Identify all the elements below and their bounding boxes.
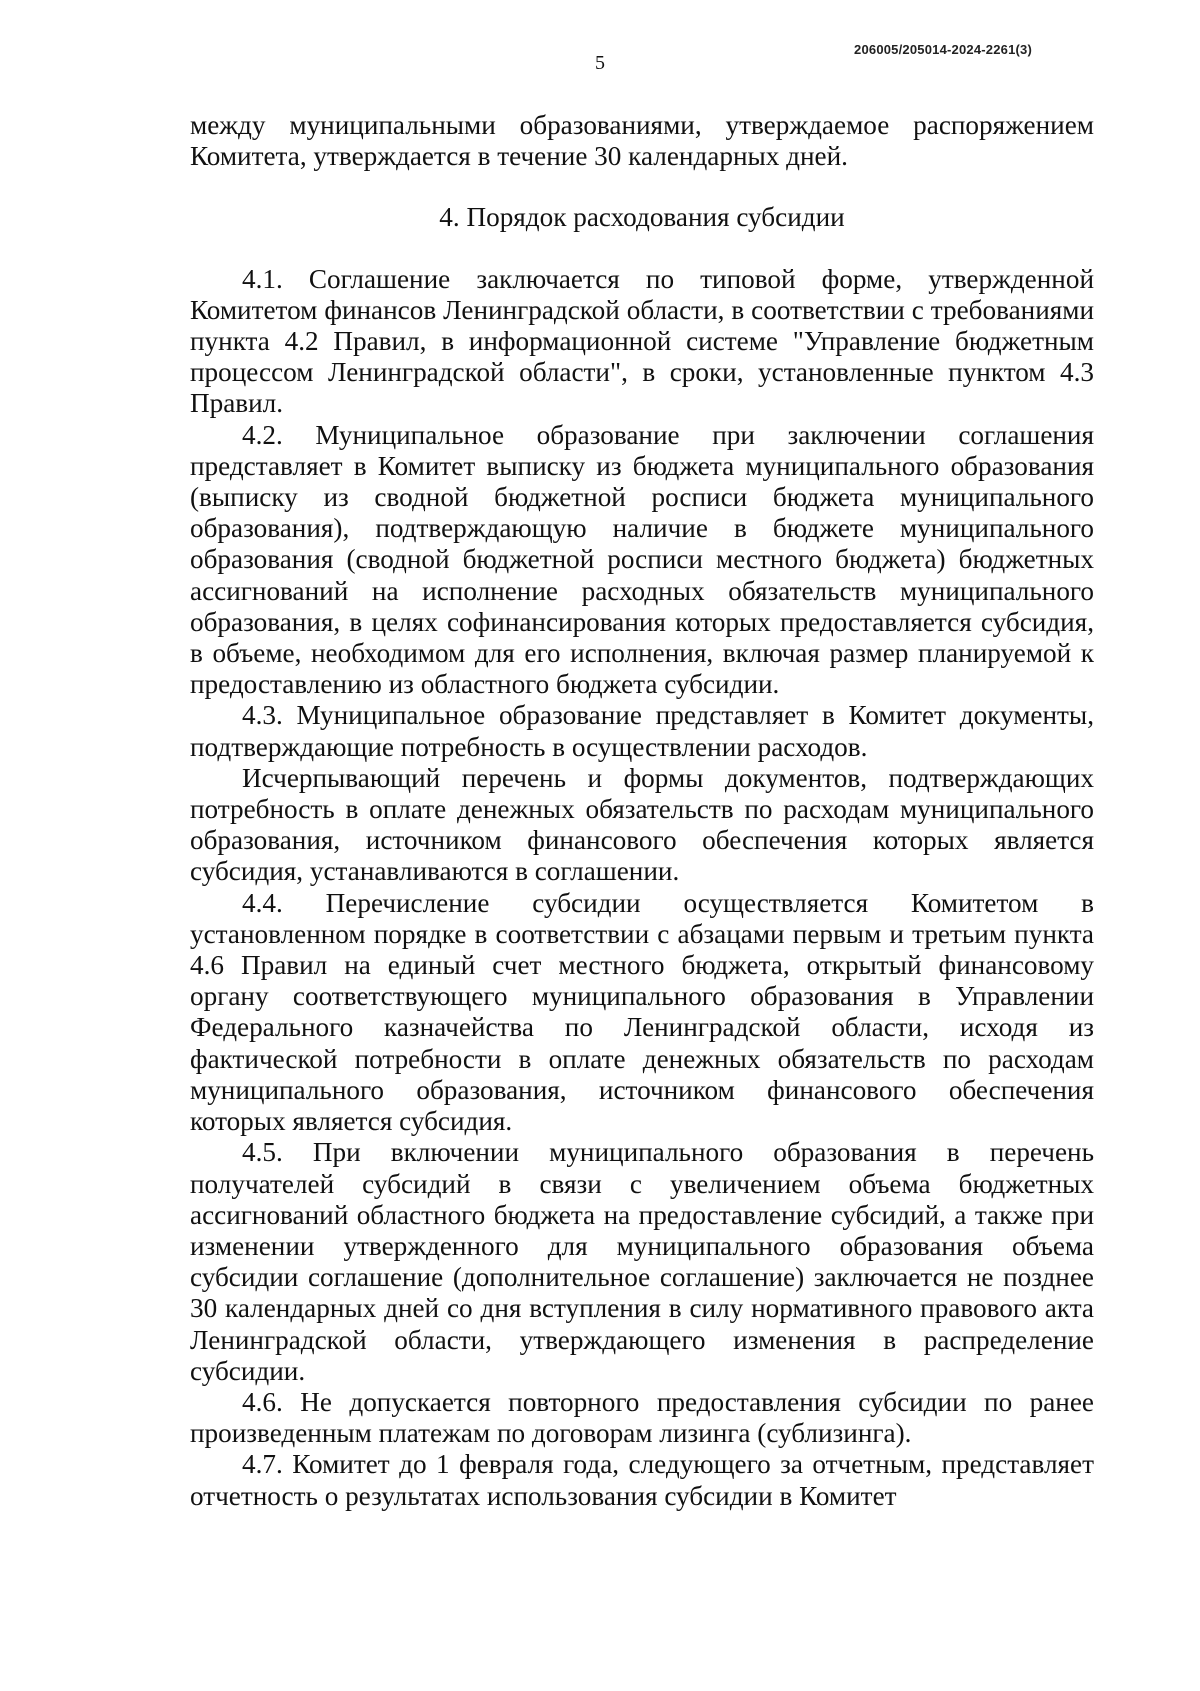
section-title: 4. Порядок расходования субсидии [439, 202, 845, 233]
page-number: 5 [595, 52, 605, 74]
paragraph-4-7: 4.7. Комитет до 1 февраля года, следующего за отчетным, представляет отчетность о результатах использования субсидии в Комитет [190, 1449, 1094, 1511]
paragraph-4-3-documents: Исчерпывающий перечень и формы документов, подтверждающих потребность в оплате денежных обязательств по расходам муниципального образования, источником финансового обеспечения которых является субсидия, устанавливаются в соглашении. [190, 762, 1094, 887]
paragraph-intro: между муниципальными образованиями, утверждаемое распоряжением Комитета, утверждается в течение 30 календарных дней. [190, 110, 1094, 172]
paragraph-4-2: 4.2. Муниципальное образование при заключении соглашения представляет в Комитет выписку из бюджета муниципального образования (выписку из сводной бюджетной росписи бюджета муниципального образования), подтверждающую наличие в бюджете муниципального образования (сводной бюджетной росписи местного бюджета) бюджетных ассигнований на исполнение расходных обязательств муниципального образования, в целях софинансирования которых предоставляется субсидия, в объеме, необходимом для его исполнения, включая размер планируемой к предоставлению из областного бюджета субсидии. [190, 419, 1094, 700]
document-body [190, 110, 1094, 1512]
paragraph-4-1: 4.1. Соглашение заключается по типовой форме, утвержденной Комитетом финансов Ленинградской области, в соответствии с требованиями пункта 4.2 Правил, в информационной системе "Управление бюджетным процессом Ленинградской области", в сроки, установленные пунктом 4.3 Правил. [190, 263, 1094, 419]
paragraph-4-3: 4.3. Муниципальное образование представляет в Комитет документы, подтверждающие потребность в осуществлении расходов. [190, 700, 1094, 762]
paragraph-4-4: 4.4. Перечисление субсидии осуществляется Комитетом в установленном порядке в соответствии с абзацами первым и третьим пункта 4.6 Правил на единый счет местного бюджета, открытый финансовому органу соответствующего муниципального образования в Управлении Федерального казначейства по Ленинградской области, исходя из фактической потребности в оплате денежных обязательств по расходам муниципального образования, источником финансового обеспечения которых является субсидия. [190, 887, 1094, 1137]
paragraph-4-5: 4.5. При включении муниципального образования в перечень получателей субсидий в связи с увеличением объема бюджетных ассигнований областного бюджета на предоставление субсидий, а также при изменении утвержденного для муниципального образования объема субсидии соглашение (дополнительное соглашение) заключается не позднее 30 календарных дней со дня вступления в силу нормативного правового акта Ленинградской области, утверждающего изменения в распределение субсидии. [190, 1137, 1094, 1386]
paragraph-4-6: 4.6. Не допускается повторного предоставления субсидии по ранее произведенным платежам по договорам лизинга (сублизинга). [190, 1386, 1094, 1449]
document-id: 206005/205014-2024-2261(3) [854, 42, 1032, 57]
